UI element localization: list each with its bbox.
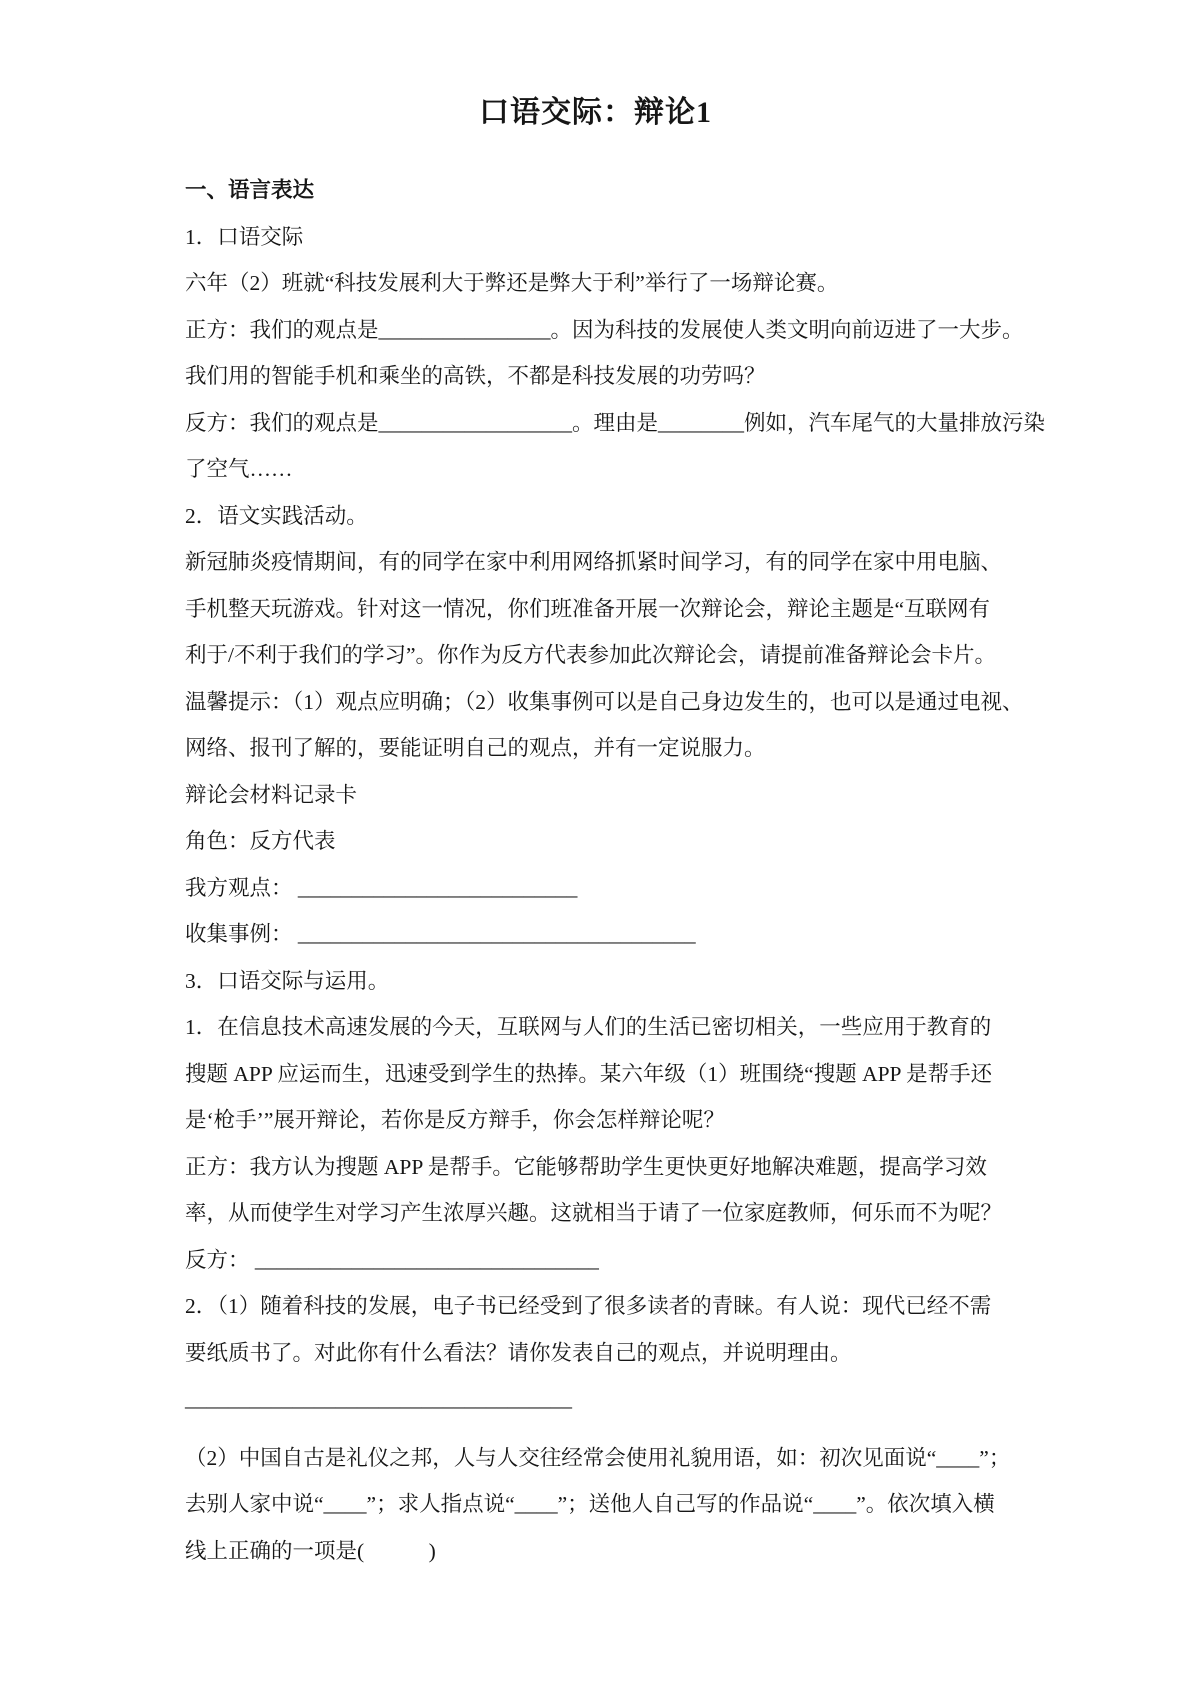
text-line: 要纸质书了。对此你有什么看法？请你发表自己的观点，并说明理由。	[185, 1340, 852, 1365]
text-line: 反方： ________________________________	[185, 1247, 599, 1272]
text-line: ____________________________________	[185, 1387, 572, 1411]
text-line: 反方：我们的观点是__________________。理由是________例如，汽车尾气的大量排放污染	[185, 410, 1046, 435]
text-line: 辩论会材料记录卡	[185, 782, 358, 807]
text-line: 去别人家中说“____”；求人指点说“____”；送他人自己写的作品说“____”。依次填入横	[185, 1492, 995, 1516]
text-line: 搜题 APP 应运而生，迅速受到学生的热捧。某六年级（1）班围绕“搜题 APP 是帮手还	[185, 1061, 993, 1086]
text-line: 1．在信息技术高速发展的今天，互联网与人们的生活已密切相关，一些应用于教育的	[185, 1015, 992, 1039]
text-line: 2．语文实践活动。	[185, 503, 368, 528]
text-line: 我方观点： __________________________	[185, 875, 578, 900]
text-line: 一、语言表达	[185, 178, 315, 202]
text-line: 收集事例： _____________________________________	[185, 922, 696, 946]
text-line: 了空气……	[185, 457, 293, 481]
text-line: （2）中国自古是礼仪之邦，人与人交往经常会使用礼貌用语，如：初次见面说“____”；	[185, 1445, 1011, 1470]
document-body	[185, 167, 1046, 1574]
text-line: 是‘枪手’”展开辩论，若你是反方辩手，你会怎样辩论呢？	[185, 1108, 725, 1132]
text-line: 正方：我方认为搜题 APP 是帮手。它能够帮助学生更快更好地解决难题，提高学习效	[185, 1154, 987, 1179]
text-line: 2．（1）随着科技的发展，电子书已经受到了很多读者的青睐。有人说：现代已经不需	[185, 1294, 992, 1318]
text-line: 新冠肺炎疫情期间，有的同学在家中利用网络抓紧时间学习，有的同学在家中用电脑、	[185, 550, 1003, 574]
text-line: 网络、报刊了解的，要能证明自己的观点，并有一定说服力。	[185, 736, 766, 760]
text-line: 1．口语交际	[185, 224, 304, 249]
text-line: 率，从而使学生对学习产生浓厚兴趣。这就相当于请了一位家庭教师，何乐而不为呢？	[185, 1201, 1003, 1225]
text-line: 我们用的智能手机和乘坐的高铁，不都是科技发展的功劳吗？	[185, 364, 766, 388]
text-line: 手机整天玩游戏。针对这一情况，你们班准备开展一次辩论会，辩论主题是“互联网有	[185, 596, 991, 621]
text-line: 正方：我们的观点是________________。因为科技的发展使人类文明向前迈进了一大步。	[185, 317, 1024, 342]
text-line: 六年（2）班就“科技发展利大于弊还是弊大于利”举行了一场辩论赛。	[185, 271, 839, 295]
page-title: 口语交际：辩论1	[479, 96, 712, 129]
text-line: 线上正确的一项是( )	[185, 1538, 436, 1563]
text-line: 3．口语交际与运用。	[185, 968, 390, 993]
text-line: 利于/不利于我们的学习”。你作为反方代表参加此次辩论会，请提前准备辩论会卡片。	[185, 643, 997, 667]
text-line: 角色：反方代表	[185, 829, 336, 853]
text-line: 温馨提示：（1）观点应明确；（2）收集事例可以是自己身边发生的，也可以是通过电视、	[185, 689, 1024, 714]
